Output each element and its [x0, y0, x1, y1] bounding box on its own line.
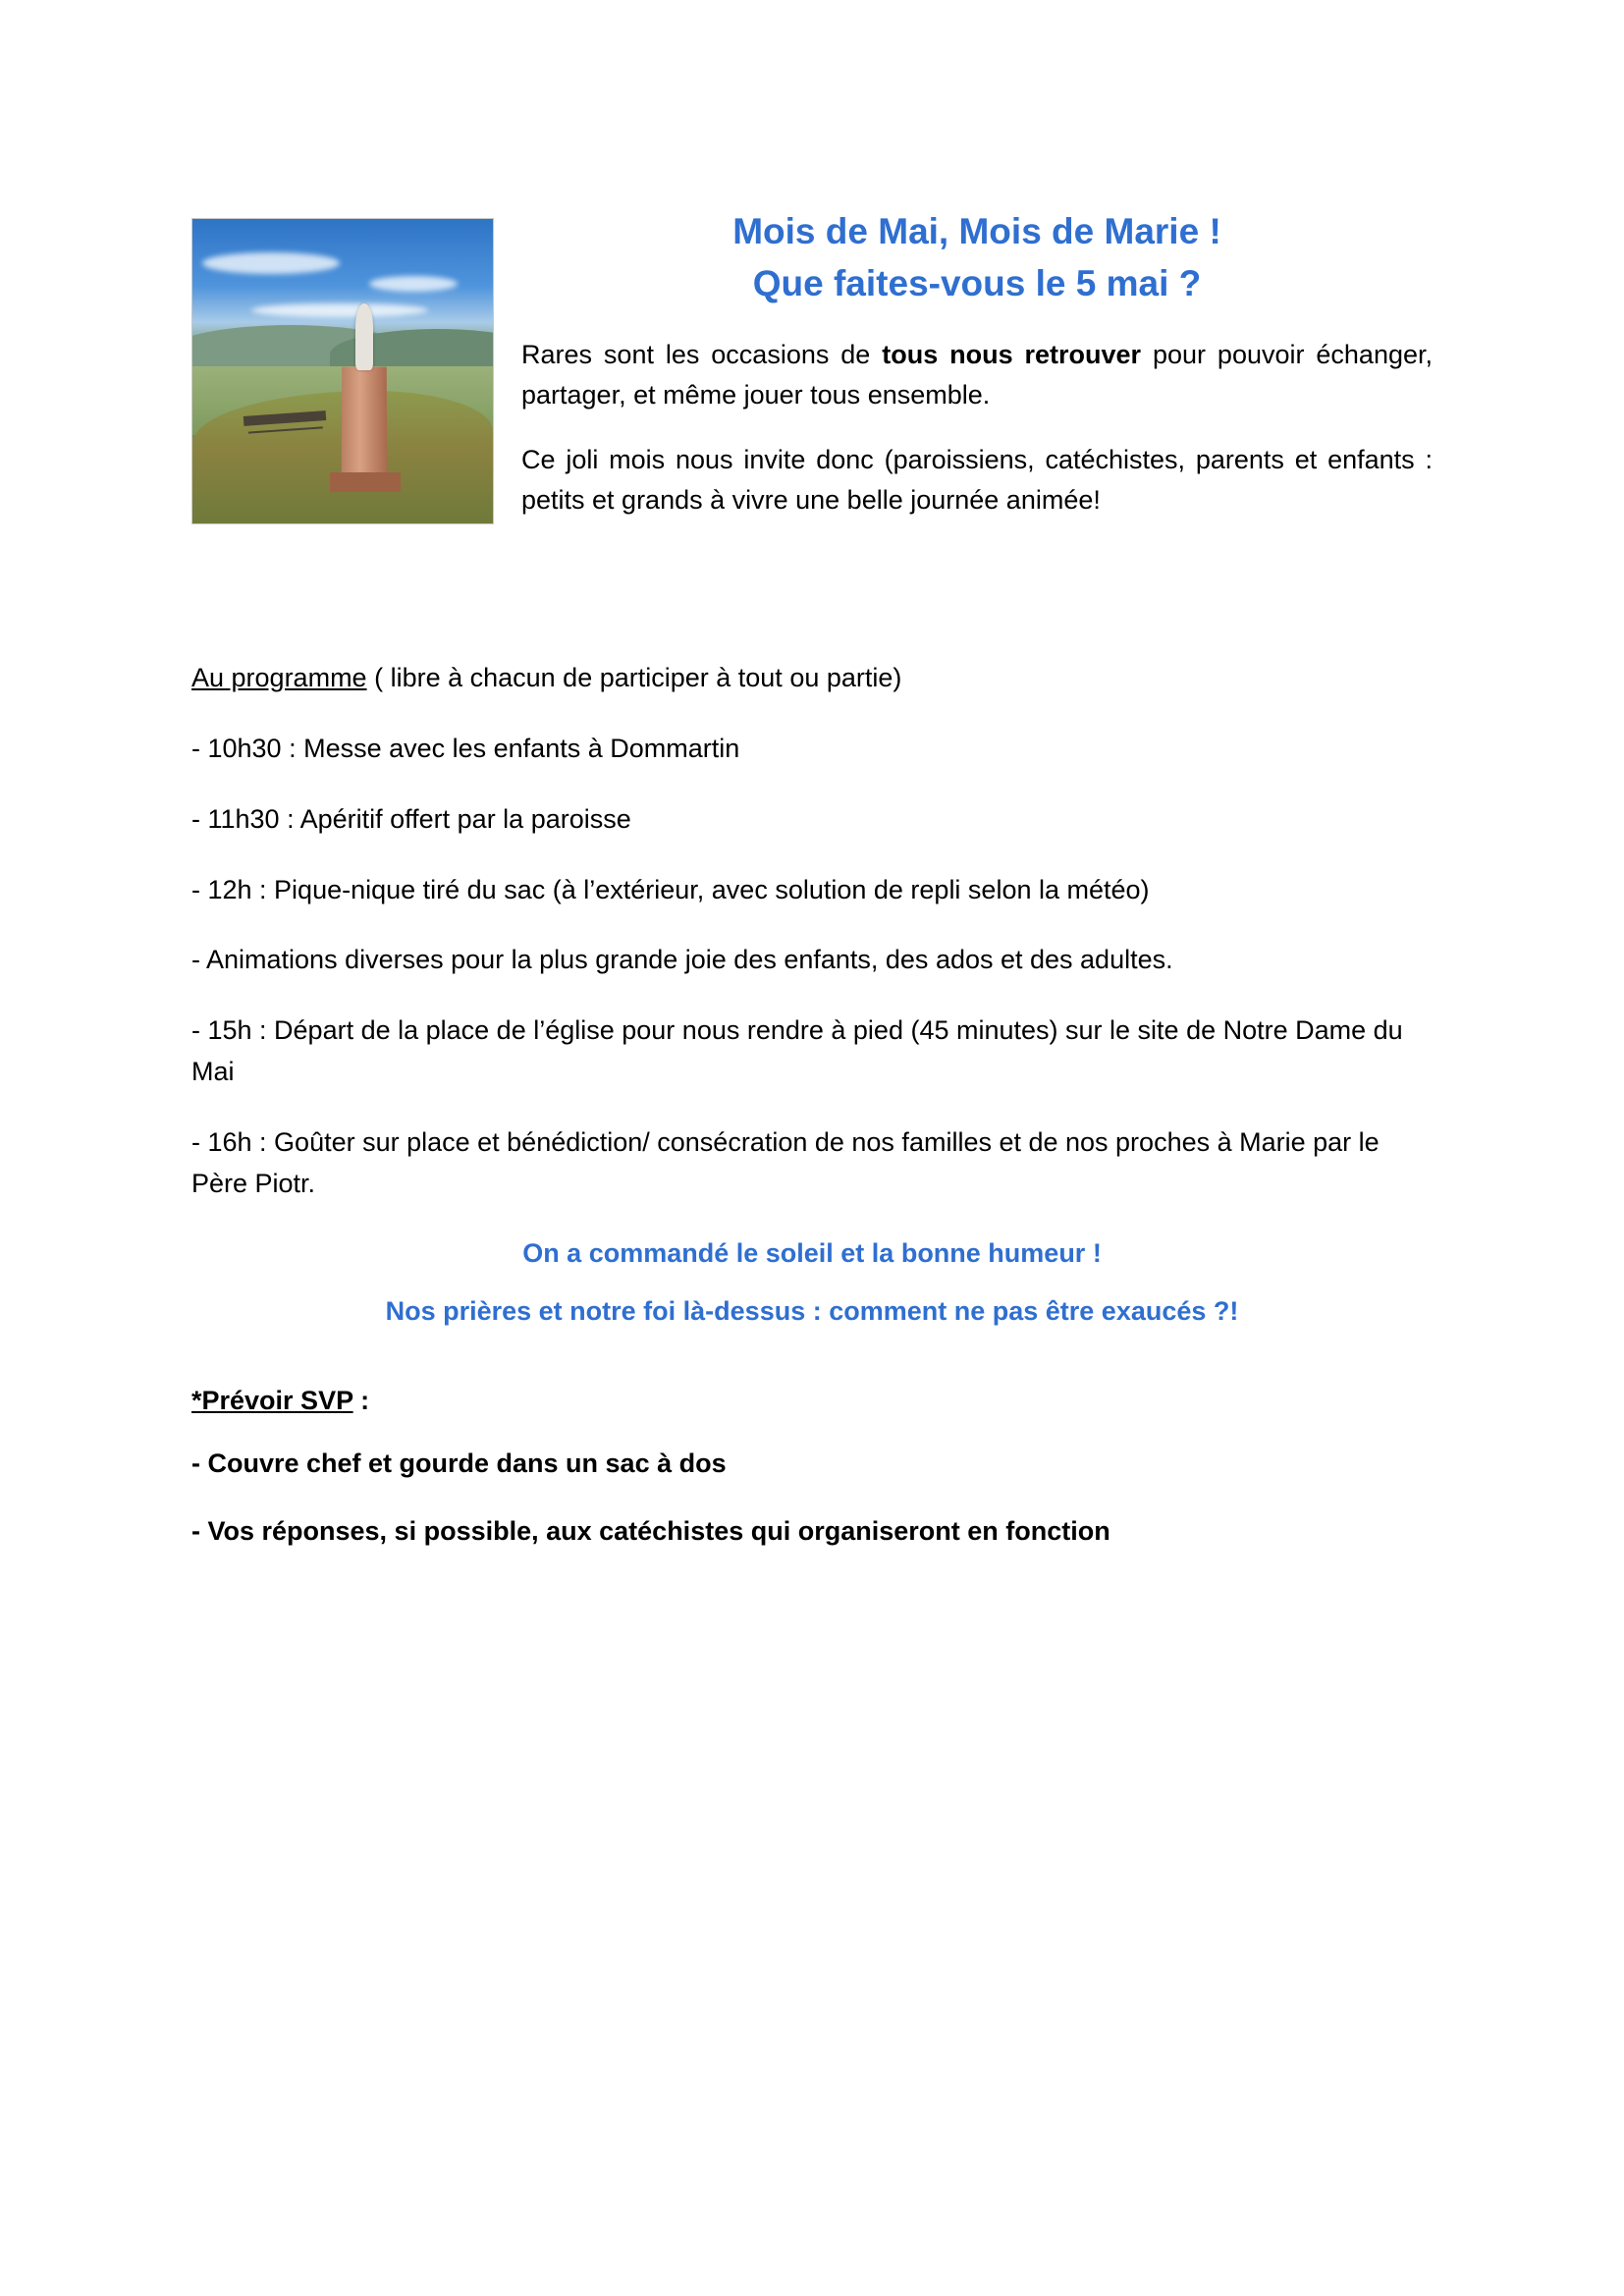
programme-item: - 11h30 : Apéritif offert par la paroisse — [191, 803, 631, 834]
programme-heading-underlined: Au programme — [191, 663, 367, 692]
page-title-line-2: Que faites-vous le 5 mai ? — [752, 262, 1202, 303]
notes-heading-underlined: *Prévoir SVP — [191, 1385, 353, 1415]
highlight-line-1: On a commandé le soleil et la bonne humeur ! — [522, 1237, 1102, 1268]
virgin-statue-shape — [355, 303, 373, 370]
cloud-shape — [202, 252, 340, 274]
page-title-line-1: Mois de Mai, Mois de Marie ! — [732, 211, 1221, 251]
programme-item: - Animations diverses pour la plus grande joie des enfants, des ados et des adultes. — [191, 945, 1173, 975]
statue-notre-dame-du-mai-photo — [191, 218, 494, 524]
programme-item: - 15h : Départ de la place de l’église pour nous rendre à pied (45 minutes) sur le site de Notre Dame du Mai — [191, 1015, 1403, 1087]
notes-item: - Vos réponses, si possible, aux catéchistes qui organiseront en fonction — [191, 1516, 1110, 1547]
intro-p1-bold: tous nous retrouver — [882, 340, 1142, 370]
programme-item: - 12h : Pique-nique tiré du sac (à l’extérieur, avec solution de repli selon la météo) — [191, 874, 1150, 904]
header-block — [191, 206, 1433, 658]
programme-item: - 10h30 : Messe avec les enfants à Dommartin — [191, 733, 740, 763]
notes-item: - Couvre chef et gourde dans un sac à dos — [191, 1448, 727, 1478]
intro-p1-after: pour pouvoir échanger, partager, et même jouer tous ensemble. — [521, 340, 1433, 410]
programme-heading — [191, 658, 1433, 699]
notes-heading — [191, 1386, 1433, 1416]
intro-p1-before: Rares sont les occasions de — [521, 340, 883, 370]
programme-heading-rest: ( libre à chacun de participer à tout ou partie) — [366, 663, 902, 692]
notes-heading-rest: : — [352, 1385, 370, 1415]
pedestal-shape — [342, 367, 387, 483]
pedestal-base-shape — [330, 472, 401, 492]
programme-item: - 16h : Goûter sur place et bénédiction/ consécration de nos familles et de nos proches à Marie par le Père Piotr. — [191, 1126, 1380, 1198]
cloud-shape — [251, 303, 428, 317]
cloud-shape — [369, 276, 458, 292]
intro-paragraph-2: Ce joli mois nous invite donc (paroissiens, catéchistes, parents et enfants : petits et grands à vivre une belle journée animée! — [521, 445, 1433, 515]
highlight-line-2: Nos prières et notre foi là-dessus : comment ne pas être exaucés ?! — [385, 1295, 1239, 1326]
